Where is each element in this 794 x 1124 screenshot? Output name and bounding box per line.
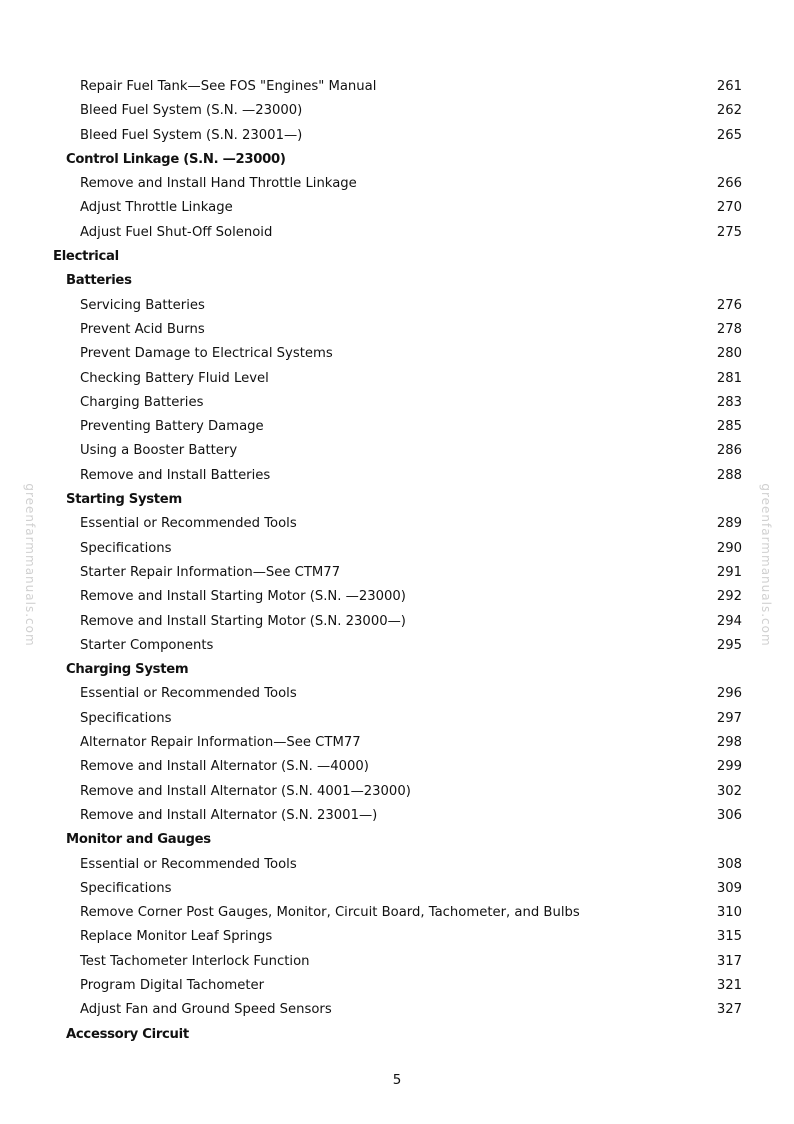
- toc-subsection-heading[interactable]: [0, 1023, 794, 1047]
- toc-entry-page-number: 315: [716, 929, 742, 945]
- toc-entry-title: Remove and Install Starting Motor (S.N. —23000): [80, 589, 406, 605]
- toc-entry-title: Adjust Throttle Linkage: [80, 200, 233, 216]
- toc-entry-page-number: 321: [716, 977, 742, 993]
- toc-entry-page-number: 281: [716, 370, 742, 386]
- toc-entry-title: Program Digital Tachometer: [80, 977, 265, 993]
- toc-entry-title: Specifications: [80, 710, 172, 726]
- toc-entry-page-number: 266: [716, 176, 742, 192]
- toc-entry-title: Alternator Repair Information—See CTM77: [80, 735, 361, 751]
- toc-entry-page-number: 296: [716, 686, 742, 702]
- toc-entry-page-number: 278: [716, 321, 742, 337]
- toc-entry[interactable]: [0, 439, 794, 463]
- toc-entry[interactable]: [0, 780, 794, 804]
- watermark-left: greenfarmmanuals.com: [23, 483, 37, 647]
- toc-entry-page-number: 297: [716, 710, 742, 726]
- toc-entry-title: Replace Monitor Leaf Springs: [80, 929, 273, 945]
- watermark-right: greenfarmmanuals.com: [759, 483, 773, 647]
- toc-entry-page-number: 299: [716, 759, 742, 775]
- toc-entry[interactable]: [0, 901, 794, 925]
- toc-entry-page-number: 302: [716, 783, 742, 799]
- toc-entry-title: Remove and Install Starting Motor (S.N. 23000—): [80, 613, 406, 629]
- toc-entry[interactable]: [0, 294, 794, 318]
- page-number: 5: [392, 1072, 402, 1088]
- toc-entry[interactable]: [0, 415, 794, 439]
- toc-entry-title: Charging Batteries: [80, 394, 204, 410]
- toc-entry-page-number: 283: [716, 394, 742, 410]
- toc-entry-title: Specifications: [80, 540, 172, 556]
- toc-entry[interactable]: [0, 367, 794, 391]
- toc-entry[interactable]: [0, 974, 794, 998]
- toc-entry-page-number: 310: [716, 905, 742, 921]
- toc-section-heading[interactable]: [0, 245, 794, 269]
- toc-entry-title: Prevent Damage to Electrical Systems: [80, 346, 333, 362]
- toc-subsection-heading[interactable]: [0, 269, 794, 293]
- toc-subsection-heading[interactable]: [0, 658, 794, 682]
- toc-entry[interactable]: [0, 634, 794, 658]
- toc-entry-page-number: 327: [716, 1002, 742, 1018]
- toc-entry-title: Accessory Circuit: [66, 1026, 189, 1042]
- toc-entry-title: Essential or Recommended Tools: [80, 686, 297, 702]
- toc-entry-title: Bleed Fuel System (S.N. —23000): [80, 103, 303, 119]
- toc-entry[interactable]: [0, 196, 794, 220]
- toc-entry[interactable]: [0, 585, 794, 609]
- toc-entry-title: Remove and Install Alternator (S.N. 4001—23000): [80, 783, 411, 799]
- toc-entry-title: Charging System: [66, 662, 189, 678]
- toc-entry-page-number: 286: [716, 443, 742, 459]
- toc-subsection-heading[interactable]: [0, 148, 794, 172]
- toc-entry-title: Repair Fuel Tank—See FOS "Engines" Manual: [80, 79, 377, 94]
- toc-entry-title: Checking Battery Fluid Level: [80, 370, 269, 386]
- toc-entry-title: Remove and Install Alternator (S.N. —4000): [80, 759, 369, 775]
- toc-entry-page-number: 309: [716, 880, 742, 896]
- toc-entry-page-number: 298: [716, 735, 742, 751]
- toc-entry[interactable]: [0, 682, 794, 706]
- toc-entry-title: Specifications: [80, 880, 172, 896]
- toc-subsection-heading[interactable]: [0, 828, 794, 852]
- toc-entry-title: Remove and Install Batteries: [80, 467, 271, 483]
- toc-entry-title: Essential or Recommended Tools: [80, 516, 297, 532]
- toc-entry[interactable]: [0, 221, 794, 245]
- toc-entry[interactable]: [0, 731, 794, 755]
- toc-entry-title: Remove Corner Post Gauges, Monitor, Circuit Board, Tachometer, and Bulbs: [80, 905, 580, 921]
- toc-entry[interactable]: [0, 950, 794, 974]
- toc-entry-title: Monitor and Gauges: [66, 832, 211, 848]
- toc-entry-title: Batteries: [66, 273, 132, 289]
- toc-entry-title: Starting System: [66, 492, 182, 508]
- toc-entry-title: Remove and Install Alternator (S.N. 23001—): [80, 807, 378, 823]
- toc-entry[interactable]: [0, 610, 794, 634]
- toc-entry[interactable]: [0, 853, 794, 877]
- toc-entry[interactable]: [0, 318, 794, 342]
- toc-subsection-heading[interactable]: [0, 488, 794, 512]
- toc-entry-page-number: 265: [716, 127, 742, 143]
- toc-entry-page-number: 292: [716, 589, 742, 605]
- toc-entry[interactable]: [0, 804, 794, 828]
- toc-entry[interactable]: [0, 512, 794, 536]
- toc-entry-title: Test Tachometer Interlock Function: [80, 953, 310, 969]
- toc-entry[interactable]: [0, 75, 794, 99]
- toc-entry[interactable]: [0, 877, 794, 901]
- toc-entry-page-number: 295: [716, 637, 742, 653]
- toc-entry-page-number: 308: [716, 856, 742, 872]
- toc-entry[interactable]: [0, 464, 794, 488]
- toc-entry[interactable]: [0, 99, 794, 123]
- toc-entry-page-number: 294: [716, 613, 742, 629]
- toc-entry-page-number: 317: [716, 953, 742, 969]
- toc-entry[interactable]: [0, 755, 794, 779]
- toc-entry-page-number: 276: [716, 297, 742, 313]
- toc-entry[interactable]: [0, 561, 794, 585]
- toc-entry-title: Starter Components: [80, 637, 214, 653]
- toc-entry[interactable]: [0, 391, 794, 415]
- toc-entry[interactable]: [0, 124, 794, 148]
- toc-entry-title: Servicing Batteries: [80, 297, 205, 313]
- toc-entry-title: Using a Booster Battery: [80, 443, 238, 459]
- toc-entry[interactable]: [0, 998, 794, 1022]
- toc-entry-page-number: 280: [716, 346, 742, 362]
- toc-entry-page-number: 288: [716, 467, 742, 483]
- toc-entry-page-number: 291: [716, 564, 742, 580]
- toc-entry[interactable]: [0, 925, 794, 949]
- toc-entry-title: Bleed Fuel System (S.N. 23001—): [80, 127, 303, 143]
- toc-entry-title: Adjust Fan and Ground Speed Sensors: [80, 1002, 332, 1018]
- toc-entry-title: Electrical: [53, 249, 119, 265]
- toc-entry[interactable]: [0, 707, 794, 731]
- toc-entry-title: Remove and Install Hand Throttle Linkage: [80, 176, 357, 192]
- toc-entry-page-number: 270: [716, 200, 742, 216]
- toc-entry-page-number: 306: [716, 807, 742, 823]
- toc-entry[interactable]: [0, 537, 794, 561]
- toc-entry-title: Prevent Acid Burns: [80, 321, 205, 337]
- table-of-contents: [0, 75, 794, 1047]
- toc-entry[interactable]: [0, 342, 794, 366]
- toc-entry-page-number: 289: [716, 516, 742, 532]
- toc-entry-page-number: 261: [716, 79, 742, 94]
- toc-entry-title: Essential or Recommended Tools: [80, 856, 297, 872]
- toc-entry-title: Starter Repair Information—See CTM77: [80, 564, 341, 580]
- toc-entry-page-number: 285: [716, 419, 742, 435]
- toc-entry-page-number: 275: [716, 224, 742, 240]
- toc-entry-page-number: 290: [716, 540, 742, 556]
- toc-entry-title: Preventing Battery Damage: [80, 419, 264, 435]
- toc-entry[interactable]: [0, 172, 794, 196]
- toc-entry-page-number: 262: [716, 103, 742, 119]
- toc-entry-title: Control Linkage (S.N. —23000): [66, 151, 286, 167]
- toc-entry-title: Adjust Fuel Shut-Off Solenoid: [80, 224, 273, 240]
